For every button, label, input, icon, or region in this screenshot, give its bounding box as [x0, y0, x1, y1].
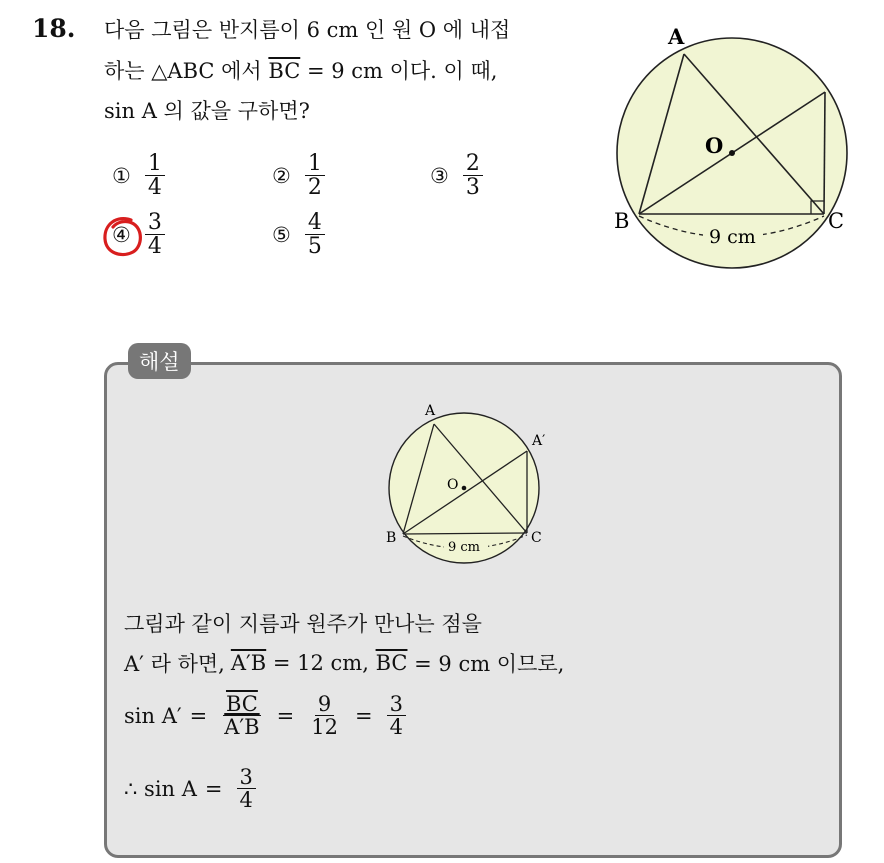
- label-o: O: [705, 133, 724, 158]
- question-line-3: sin A 의 값을 구하면?: [104, 99, 310, 123]
- sol-label-bc: 9 cm: [448, 540, 481, 555]
- solution-figure: [374, 396, 554, 578]
- label-a: A: [668, 24, 685, 49]
- sol-label-c: C: [531, 530, 542, 546]
- sol-label-a: A: [425, 403, 436, 419]
- choice-1-fraction: $\frac{1}{4}$: [145, 152, 165, 199]
- label-b: B: [614, 209, 630, 233]
- question-line-2: 하는 △ABC 에서 $\overline{BC} = 9$ cm 이다. 이 때,: [104, 59, 498, 83]
- segment-a-prime-b: A′B: [230, 651, 267, 675]
- solution-equation-1: sin A′ = $\frac{\overline{BC}}{A'B}$ = $\frac{9}{12}$ = $\frac{3}{4}$: [124, 693, 412, 738]
- label-c: C: [828, 209, 845, 233]
- choice-3[interactable]: ③ $\frac{2}{3}$: [430, 152, 483, 199]
- solution-line-1: 그림과 같이 지름과 원주가 만나는 점을: [124, 612, 482, 636]
- solution-tag: 해설: [128, 343, 191, 379]
- choice-5[interactable]: ⑤ $\frac{4}{5}$: [272, 211, 325, 258]
- label-bc: 9 cm: [709, 226, 756, 248]
- choice-5-fraction: $\frac{4}{5}$: [305, 211, 325, 258]
- choice-2-fraction: $\frac{1}{2}$: [305, 152, 325, 199]
- choice-1[interactable]: ① $\frac{1}{4}$: [112, 152, 165, 199]
- segment-bc-2: $\overline{BC}$: [375, 651, 408, 675]
- sol-label-b: B: [386, 530, 397, 546]
- solution-line-2: A′ 라 하면, A′B = 12 cm, $\overline{BC}$ = 9 cm 이므로,: [124, 651, 565, 676]
- solution-equation-2: ∴ sin A = $\frac{3}{4}$: [124, 766, 262, 811]
- segment-bc: $\overline{BC}$: [268, 59, 301, 83]
- choice-3-fraction: $\frac{2}{3}$: [463, 152, 483, 199]
- choice-4-fraction: $\frac{3}{4}$: [145, 211, 165, 258]
- sol-label-o: O: [447, 477, 459, 493]
- center-point: [729, 150, 735, 156]
- choice-4[interactable]: ④ $\frac{3}{4}$: [112, 211, 165, 258]
- choice-2[interactable]: ② $\frac{1}{2}$: [272, 152, 325, 199]
- question-line-1: 다음 그림은 반지름이 6 cm 인 원 O 에 내접: [104, 18, 511, 42]
- main-figure: [600, 22, 870, 277]
- answer-circle-mark: [101, 214, 145, 260]
- question-number: 18.: [32, 14, 76, 43]
- sol-label-a-prime: A′: [532, 433, 546, 449]
